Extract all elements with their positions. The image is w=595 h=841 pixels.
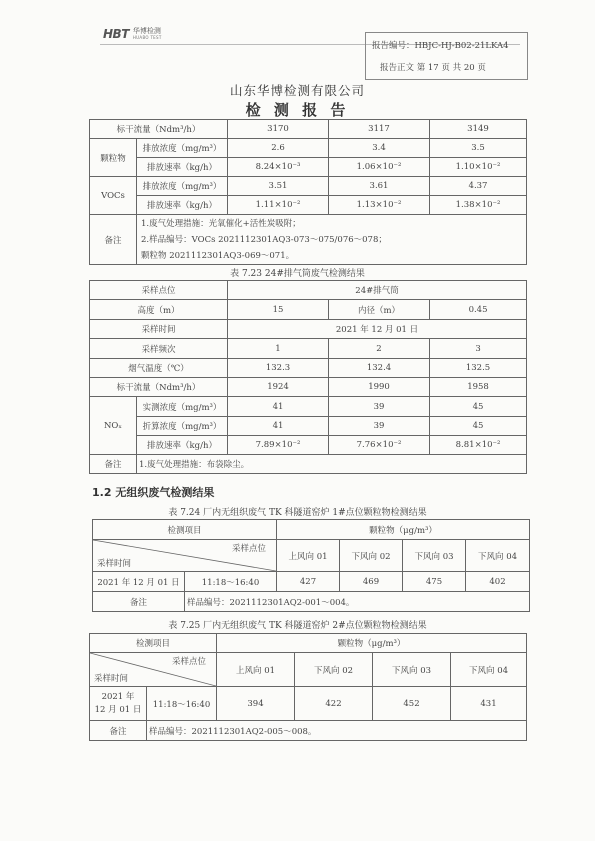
table-caption: 表 7.24 厂内无组织废气 TK 科隧道窑炉 1#点位颗粒物检测结果 [168, 508, 427, 518]
table-cell: 39 [329, 417, 430, 436]
table-cell: 3.61 [329, 177, 430, 196]
remark-text: 1.废气处理措施：布袋除尘。 [137, 455, 527, 474]
table-row [90, 320, 527, 339]
table-cell: 1924 [228, 378, 329, 397]
particulate-label: 颗粒物 [90, 139, 137, 177]
table-caption: 表 7.25 厂内无组织废气 TK 科隧道窑炉 2#点位颗粒物检测结果 [168, 621, 427, 631]
table-cell: 采样时间 [90, 320, 228, 339]
flow-label: 标干流量（Ndm³/h） [90, 120, 228, 139]
table-cell: 实测浓度（mg/m³） [137, 397, 228, 417]
table-cell: 下风向 02 [340, 540, 403, 572]
table-cell: 下风向 03 [373, 653, 451, 687]
table-cell: 3.5 [430, 139, 527, 158]
table-cell: 排放浓度（mg/m³） [137, 177, 228, 196]
table-cell: 452 [373, 687, 451, 721]
remark-label: 备注 [90, 215, 137, 265]
table-cell: 2021 年 12 月 01 日 [228, 320, 527, 339]
table-cell: 采样点位 [90, 281, 228, 300]
table-cell: 431 [451, 687, 527, 721]
diagonal-header [93, 540, 277, 572]
table-row [90, 436, 527, 455]
table-cell: 下风向 04 [451, 653, 527, 687]
report-title: 检 测 报 告 [245, 101, 350, 119]
logo-english: HUABO TEST [132, 35, 162, 40]
table-cell: 采样频次 [90, 339, 228, 359]
table-cell: 24#排气筒 [228, 281, 527, 300]
table-cell [90, 687, 147, 721]
table-cell: 394 [217, 687, 295, 721]
table-cell: 8.81×10⁻² [430, 436, 527, 455]
table-row [90, 339, 527, 359]
table-row [93, 540, 530, 572]
page-info: 报告正文 第 17 页 共 20 页 [380, 63, 486, 73]
company-logo [103, 27, 162, 41]
table-cell: 1 [228, 339, 329, 359]
table-cell: 烟气温度（℃） [90, 359, 228, 378]
table-7-24 [92, 519, 530, 612]
table-cell: 8.24×10⁻³ [228, 158, 329, 177]
remark-label: 备注 [90, 455, 137, 474]
table-cell: 11:18～16:40 [147, 687, 217, 721]
table-row [93, 592, 530, 612]
nox-label: NOₓ [90, 397, 137, 455]
table-row [90, 687, 527, 721]
table-row [90, 177, 527, 196]
table-cell: 427 [277, 572, 340, 592]
table-row [90, 397, 527, 417]
table-cell: 0.45 [430, 300, 527, 320]
date-line: 12 月 01 日 [94, 704, 142, 715]
table-cell: 3.51 [228, 177, 329, 196]
remark-label: 备注 [90, 721, 147, 741]
table-row [90, 139, 527, 158]
table-cell: 1.06×10⁻² [329, 158, 430, 177]
table-cell: 422 [295, 687, 373, 721]
table-row [90, 417, 527, 436]
table-cell: 3 [430, 339, 527, 359]
table-cell: 132.4 [329, 359, 430, 378]
table-top-continued [89, 119, 527, 265]
table-cell: 7.89×10⁻² [228, 436, 329, 455]
table-cell: 高度（m） [90, 300, 228, 320]
table-row [90, 196, 527, 215]
table-cell: 排放浓度（mg/m³） [137, 139, 228, 158]
report-number: 报告编号：HBJC-HJ-B02-21LKA4 [372, 41, 509, 51]
remark-text [137, 215, 527, 265]
table-row [90, 300, 527, 320]
table-cell: 45 [430, 397, 527, 417]
table-cell: 内径（m） [329, 300, 430, 320]
table-cell: 下风向 03 [403, 540, 466, 572]
table-cell: 11:18～16:40 [185, 572, 277, 592]
table-row [90, 215, 527, 265]
logo-mark: HBT [103, 27, 129, 41]
table-cell: 39 [329, 397, 430, 417]
table-cell: 排放速率（kg/h） [137, 196, 228, 215]
time-label: 采样时间 [94, 674, 129, 684]
table-cell: 45 [430, 417, 527, 436]
table-cell: 检测项目 [93, 520, 277, 540]
remark-text: 样品编号：2021112301AQ2-005～008。 [147, 721, 527, 741]
table-cell: 折算浓度（mg/m³） [137, 417, 228, 436]
table-cell: 下风向 02 [295, 653, 373, 687]
table-row [90, 634, 527, 653]
table-cell: 上风向 01 [217, 653, 295, 687]
logo-chinese: 华博检测 [132, 27, 161, 35]
voc-label: VOCs [90, 177, 137, 215]
table-7-25 [89, 633, 527, 741]
table-cell: 1.13×10⁻² [329, 196, 430, 215]
table-cell: 469 [340, 572, 403, 592]
table-cell: 颗粒物（μg/m³） [277, 520, 530, 540]
table-cell: 402 [466, 572, 530, 592]
section-heading: 1.2 无组织废气检测结果 [92, 486, 215, 499]
table-cell: 1.10×10⁻² [430, 158, 527, 177]
table-row [90, 455, 527, 474]
table-cell: 132.5 [430, 359, 527, 378]
time-label: 采样时间 [97, 559, 132, 569]
table-cell: 1.38×10⁻² [430, 196, 527, 215]
table-cell: 7.76×10⁻² [329, 436, 430, 455]
table-caption: 表 7.23 24#排气筒废气检测结果 [230, 269, 365, 279]
table-row [90, 378, 527, 397]
remark-label: 备注 [93, 592, 185, 612]
table-row [90, 158, 527, 177]
report-info-box [365, 32, 528, 80]
remark-line: 2.样品编号：VOCs 2021112301AQ3-073～075/076～078； [141, 234, 387, 245]
remark-line: 1.废气处理措施：光氧催化+活性炭吸附； [141, 218, 301, 229]
table-cell: 475 [403, 572, 466, 592]
remark-text: 样品编号：2021112301AQ2-001～004。 [185, 592, 530, 612]
table-cell: 下风向 04 [466, 540, 530, 572]
table-cell: 颗粒物（μg/m³） [217, 634, 527, 653]
table-cell: 3117 [329, 120, 430, 139]
table-cell: 3170 [228, 120, 329, 139]
table-row [90, 120, 527, 139]
site-label: 采样点位 [232, 544, 267, 554]
table-cell: 2.6 [228, 139, 329, 158]
table-cell: 3149 [430, 120, 527, 139]
table-row [90, 359, 527, 378]
company-name: 山东华博检测有限公司 [229, 83, 365, 98]
table-7-23 [89, 280, 527, 474]
table-cell: 1.11×10⁻² [228, 196, 329, 215]
table-cell: 2 [329, 339, 430, 359]
table-cell: 2021 年 12 月 01 日 [93, 572, 185, 592]
table-cell: 标干流量（Ndm³/h） [90, 378, 228, 397]
date-line: 2021 年 [101, 691, 135, 702]
table-cell: 132.3 [228, 359, 329, 378]
table-cell: 41 [228, 417, 329, 436]
remark-line: 颗粒物 2021112301AQ3-069～071。 [141, 250, 295, 261]
site-label: 采样点位 [172, 657, 207, 667]
table-row [93, 520, 530, 540]
table-cell: 排放速率（kg/h） [137, 158, 228, 177]
table-cell: 排放速率（kg/h） [137, 436, 228, 455]
diagonal-header [90, 653, 217, 687]
table-cell: 1958 [430, 378, 527, 397]
table-cell: 检测项目 [90, 634, 217, 653]
table-cell: 15 [228, 300, 329, 320]
table-row [90, 721, 527, 741]
table-row [93, 572, 530, 592]
table-cell: 3.4 [329, 139, 430, 158]
table-row [90, 653, 527, 687]
table-cell: 上风向 01 [277, 540, 340, 572]
table-cell: 4.37 [430, 177, 527, 196]
table-row [90, 281, 527, 300]
table-cell: 1990 [329, 378, 430, 397]
table-cell: 41 [228, 397, 329, 417]
